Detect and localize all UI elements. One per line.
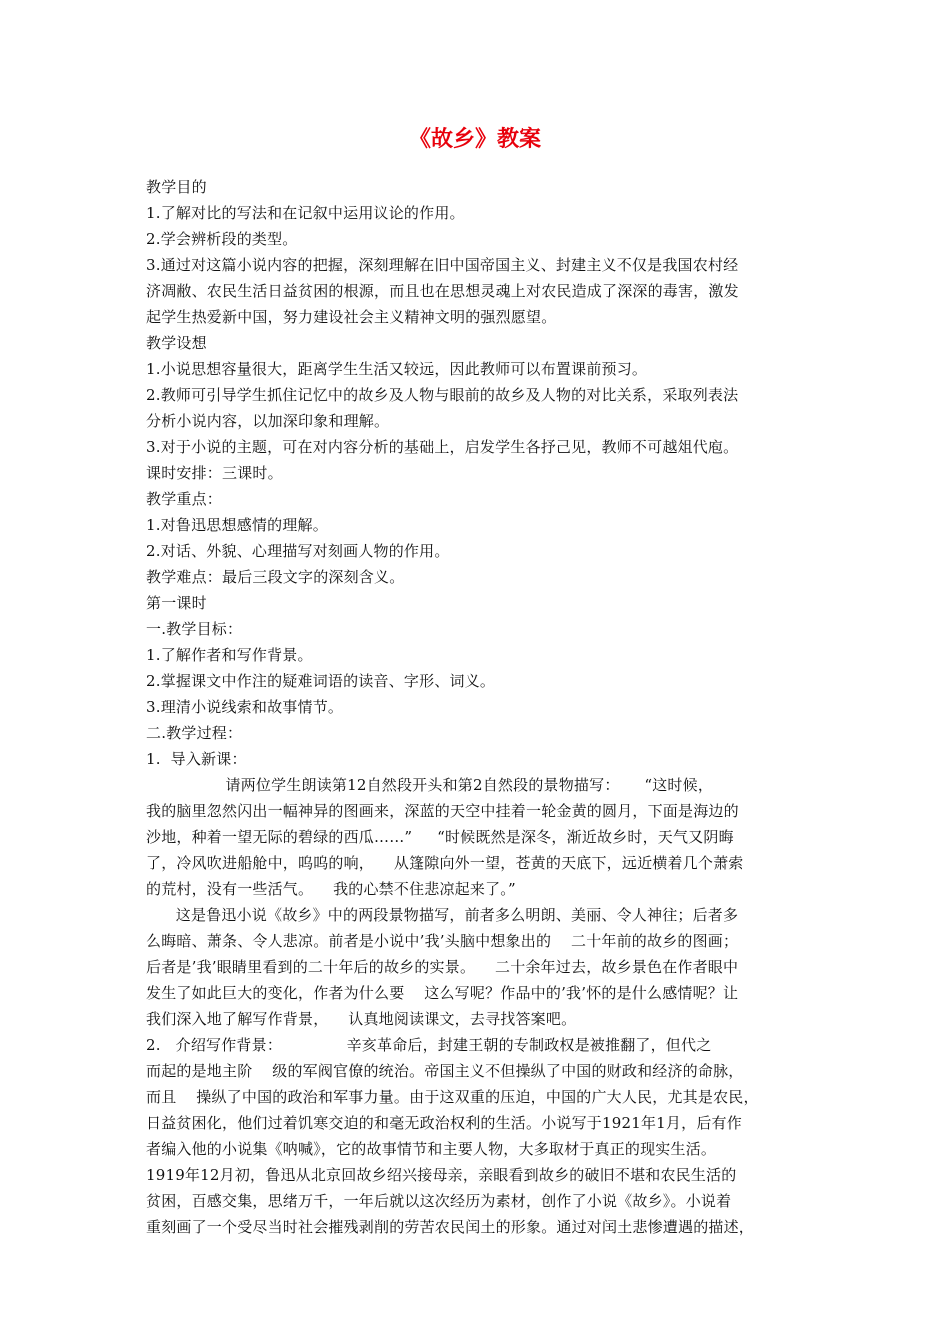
text-line: 1.对鲁迅思想感情的理解。 [146,516,328,534]
text-line: 2.掌握课文中作注的疑难词语的读音、字形、词义。 [146,672,496,690]
text-line: 济凋敝、农民生活日益贫困的根源，而且也在思想灵魂上对农民造成了深深的毒害，激发 [146,282,739,300]
text-line: 2. 介绍写作背景： 辛亥革命后，封建王朝的专制政权是被推翻了，但代之 [146,1036,712,1054]
text-line: 者编入他的小说集《呐喊》，它的故事情节和主要人物，大多取材于真正的现实生活。 [146,1140,717,1158]
text-line: 一.教学目标： [146,620,243,638]
text-line: 的荒村，没有一些活气。 我的心禁不住悲凉起来了。” [146,880,516,898]
text-line: 么晦暗、萧条、令人悲凉。前者是小说中’我’头脑中想象出的 二十年前的故乡的图画； [146,932,739,950]
text-line: 发生了如此巨大的变化，作者为什么要 这么写呢？作品中的’我’怀的是什么感情呢？让 [146,984,739,1002]
text-line: 教学重点： [146,490,223,508]
text-line: 2.对话、外貌、心理描写对刻画人物的作用。 [146,542,450,560]
text-line: 分析小说内容，以加深印象和理解。 [146,412,390,430]
text-line: 沙地，种着一望无际的碧绿的西瓜……” “时候既然是深冬，渐近故乡时，天气又阴晦 [146,828,734,846]
document-title: 《故乡》教案 [408,126,541,152]
text-line: 后者是’我’眼睛里看到的二十年后的故乡的实景。 二十余年过去，故乡景色在作者眼中 [146,958,739,976]
text-line: 1.了解作者和写作背景。 [146,646,313,664]
text-line: 1.小说思想容量很大，距离学生生活又较远，因此教师可以布置课前预习。 [146,360,648,378]
text-line: 贫困，百感交集，思绪万千，一年后就以这次经历为素材，创作了小说《故乡》。小说着 [146,1192,732,1210]
text-line: 教学目的 [146,178,207,196]
text-line: 二.教学过程： [146,724,243,742]
text-line: 起学生热爱新中国，努力建设社会主义精神文明的强烈愿望。 [146,308,557,326]
text-line: 1919年12月初，鲁迅从北京回故乡绍兴接母亲，亲眼看到故乡的破旧不堪和农民生活的 [146,1166,737,1184]
text-line: 请两位学生朗读第12自然段开头和第2自然段的景物描写： “这时候， [146,776,714,794]
text-line: 3.对于小说的主题，可在对内容分析的基础上，启发学生各抒己见，教师不可越俎代庖。 [146,438,739,456]
text-line: 我们深入地了解写作背景， 认真地阅读课文，去寻找答案吧。 [146,1010,577,1028]
text-line: 1.了解对比的写法和在记叙中运用议论的作用。 [146,204,465,222]
text-line: 3.通过对这篇小说内容的把握，深刻理解在旧中国帝国主义、封建主义不仅是我国农村经 [146,256,739,274]
text-line: 第一课时 [146,594,207,612]
document-body [146,174,814,1240]
text-line: 教学设想 [146,334,207,352]
text-line: 这是鲁迅小说《故乡》中的两段景物描写，前者多么明朗、美丽、令人神往；后者多 [146,906,739,924]
text-line: 2.学会辨析段的类型。 [146,230,298,248]
text-line: 我的脑里忽然闪出一幅神异的图画来，深蓝的天空中挂着一轮金黄的圆月，下面是海边的 [146,802,739,820]
text-line: 而起的是地主阶 级的军阀官僚的统治。帝国主义不但操纵了中国的财政和经济的命脉， [146,1062,744,1080]
text-line: 2.教师可引导学生抓住记忆中的故乡及人物与眼前的故乡及人物的对比关系，采取列表法 [146,386,739,404]
text-line: 而且 操纵了中国的政治和军事力量。由于这双重的压迫，中国的广大人民，尤其是农民， [146,1088,759,1106]
text-line: 3.理清小说线索和故事情节。 [146,698,344,716]
text-line: 日益贫困化，他们过着饥寒交迫的和毫无政治权利的生活。小说写于1921年1月，后有作 [146,1114,742,1132]
text-line: 了，冷风吹进船舱中，呜呜的响， 从篷隙向外一望，苍黄的天底下，远近横着几个萧索 [146,854,744,872]
text-line: 课时安排：三课时。 [146,464,283,482]
text-line: 教学难点：最后三段文字的深刻含义。 [146,568,405,586]
text-line: 1. 导入新课： [146,750,247,768]
text-line: 重刻画了一个受尽当时社会摧残剥削的劳苦农民闰土的形象。通过对闰土悲惨遭遇的描述， [146,1218,755,1236]
